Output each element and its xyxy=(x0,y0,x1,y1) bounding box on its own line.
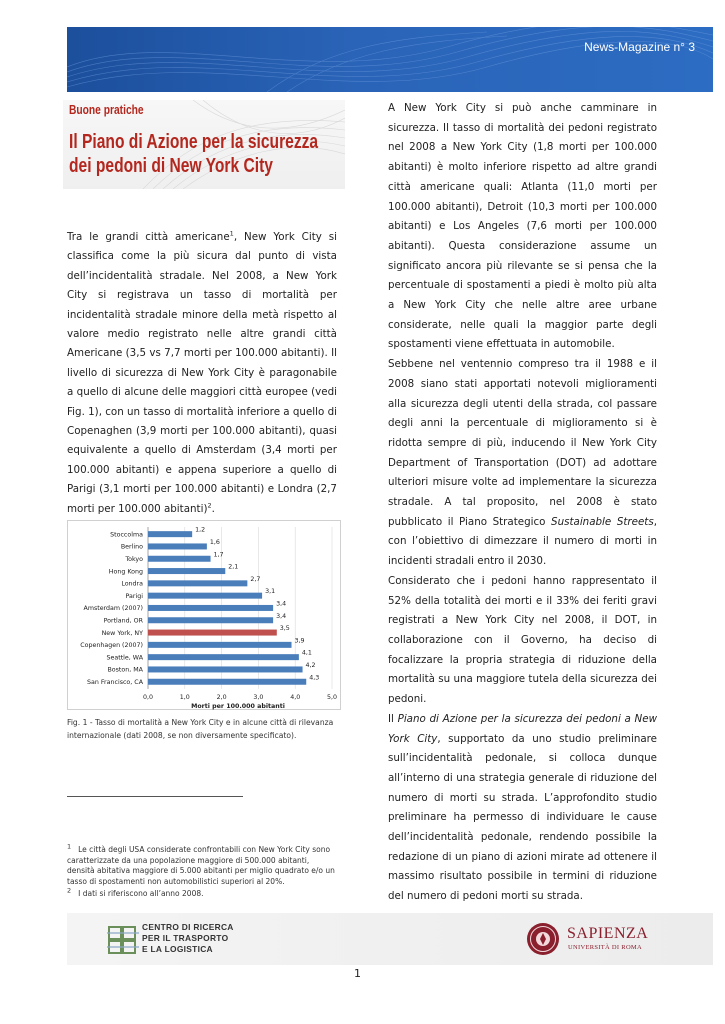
left-text-start: Tra le grandi città americane xyxy=(67,231,230,243)
chart-value-label: 1,7 xyxy=(213,551,224,559)
chart-category-label: Stoccolma xyxy=(110,531,143,539)
chart-x-tick-label: 5,0 xyxy=(326,693,338,701)
chart-value-label: 1,2 xyxy=(195,526,206,534)
chart-value-label: 4,2 xyxy=(305,661,316,669)
footnote-2-number: 2 xyxy=(67,886,72,895)
chart-bar xyxy=(148,568,225,574)
footnote-1-text: Le città degli USA considerate confrontabili con New York City sono caratterizzate da una popolazione maggiore di 500.000 abitanti, densità abitativa maggiore di 5.000 abitanti per miglio quadrato e/o un tasso di spostamenti non automobilistici superiori al 20%. xyxy=(67,845,335,886)
chart-x-axis-label: Morti per 100.000 abitanti xyxy=(191,702,285,710)
chart-value-label: 1,6 xyxy=(209,538,220,546)
right-p4-start: Il xyxy=(388,712,398,725)
chart-bar xyxy=(148,642,292,648)
page-number: 1 xyxy=(354,967,361,980)
right-paragraph-2 xyxy=(388,355,657,572)
chart-category-label: Hong Kong xyxy=(108,568,143,576)
chart-svg xyxy=(68,521,342,711)
sapienza-seal-icon xyxy=(525,921,561,957)
footnote-1 xyxy=(67,842,339,887)
chart-value-label: 2,1 xyxy=(228,563,239,571)
footnote-2-text: I dati si riferiscono all’anno 2008. xyxy=(78,889,204,898)
left-text-end: . xyxy=(211,502,215,515)
chart-category-label: Tokyo xyxy=(125,555,143,563)
article-title: Il Piano di Azione per la sicurezza dei pedoni di New York City xyxy=(69,131,319,177)
chart-x-tick-label: 0,0 xyxy=(142,693,154,701)
chart-category-label: Boston, MA xyxy=(107,666,143,674)
right-p2-end: , con l’obiettivo di dimezzare il numero di morti in incidenti stradali entro il 2030. xyxy=(388,515,657,568)
section-kicker: Buone pratiche xyxy=(69,103,144,117)
footer-band xyxy=(67,913,713,965)
right-p4-end: , supportato da uno studio preliminare sull’incidentalità pedonale, si colloca dunque all’interno di una strategia generale di riduzione del numero di morti su strada. L’approfondito studio preliminare ha permesso di individuare le cause dell’incidentalità pedonale, rendendo possibile la redazione di un piano di azioni mirate ad ottenere il massimo risultato possibile in termini di riduzione del numero di pedoni morti su strada. xyxy=(388,732,658,903)
chart-category-label: Portland, OR xyxy=(103,617,143,625)
chart-bar xyxy=(148,605,273,611)
chart-value-label: 3,9 xyxy=(294,637,305,645)
article-title-box xyxy=(63,100,345,189)
chart-bar xyxy=(148,630,277,636)
chart-x-tick-label: 2,0 xyxy=(216,693,227,701)
chart-category-label: Amsterdam (2007) xyxy=(83,605,143,613)
left-text-body: , New York City si classifica come la più sicura dal punto di vista dell’incidentalità stradale. Nel 2008, a New York City si registrava un tasso di mortalità per incidentalità stradale minore della metà rispetto al valore medio registrato nelle altre grandi città Americane (3,5 vs 7,7 morti per 100.000 abitanti). Il livello di sicurezza di New York City è paragonabile a quello di alcune delle maggiori città europee (vedi Fig. 1), con un tasso di mortalità inferiore a quello di Copenaghen (3,9 morti per 100.000 abitanti), quasi equivalente a quello di Amsterdam (3,4 morti per 100.000 abitanti) e appena superiore a quello di Parigi (3,1 morti per 100.000 abitanti) e Londra (2,7 morti per 100.000 abitanti) xyxy=(67,231,338,515)
chart-bar xyxy=(148,617,273,623)
ctl-name xyxy=(142,922,234,955)
action-plan-title: Piano di Azione per la sicurezza dei pedoni a New York City xyxy=(388,712,657,745)
right-paragraph-1: A New York City si può anche camminare in sicurezza. Il tasso di mortalità dei pedoni registrato nel 2008 a New York City (1,8 morti per 100.000 abitanti) è molto inferiore rispetto ad altre grandi città americane quali: Atlanta (11,0 morti per 100.000 abitanti), Detroit (10,3 morti per 100.000 abitanti) e Los Angeles (7,6 morti per 100.000 abitanti). Questa considerazione assume un significato ancora più rilevante se si pensa che la percentuale di spostamenti a piedi è molto più alta a New York City che nelle altre aree urbane considerate, nelle quali la maggior parte degli spostamenti viene effettuata in automobile. xyxy=(388,102,657,351)
footnote-divider xyxy=(67,796,243,797)
chart-value-label: 2,7 xyxy=(250,575,261,583)
chart-category-label: Parigi xyxy=(125,592,143,600)
footnote-ref-2[interactable]: 2 xyxy=(207,501,212,510)
chart-bar xyxy=(148,593,262,599)
chart-category-label: Copenhagen (2007) xyxy=(80,642,143,650)
chart-category-label: San Francisco, CA xyxy=(87,678,143,686)
ctl-line-2: PER IL TRASPORTO xyxy=(142,933,229,943)
footnotes xyxy=(67,842,339,902)
chart-value-label: 3,4 xyxy=(276,612,287,620)
chart-bar xyxy=(148,556,211,562)
sapienza-name: SAPIENZA xyxy=(567,925,649,942)
chart-value-label: 3,4 xyxy=(276,600,287,608)
chart-x-tick-label: 3,0 xyxy=(253,693,264,701)
chart-bar xyxy=(148,679,306,685)
footnote-ref-1[interactable]: 1 xyxy=(229,229,234,238)
right-paragraph-3: Considerato che i pedoni hanno rappresentato il 52% della totalità dei morti e il 33% dei feriti gravi registrati a New York City nel 2008, il DOT, in collaborazione con il Governo, ha deciso di focalizzare la propria strategia di riduzione della mortalità su una maggiore tutela della sicurezza dei pedoni. xyxy=(388,574,657,706)
footnote-2 xyxy=(67,886,339,900)
right-column xyxy=(388,99,657,907)
chart-bar xyxy=(148,654,299,660)
footnote-1-number: 1 xyxy=(67,842,72,851)
chart-value-label: 4,1 xyxy=(301,649,312,657)
chart-category-label: Berlino xyxy=(120,543,143,551)
right-paragraph-4 xyxy=(388,710,657,907)
sustainable-streets-title: Sustainable Streets xyxy=(551,515,654,528)
chart-x-tick-label: 4,0 xyxy=(290,693,301,701)
figure-caption: Fig. 1 - Tasso di mortalità a New York City e in alcune città di rilevanza internazionale (dati 2008, se non diversamente specificato). xyxy=(67,718,334,740)
magazine-issue-title: News-Magazine n° 3 xyxy=(584,40,695,54)
ctl-line-3: E LA LOGISTICA xyxy=(142,944,213,954)
chart-value-label: 3,1 xyxy=(265,588,276,596)
chart-category-label: Londra xyxy=(121,580,143,588)
right-p2-start: Sebbene nel ventennio compreso tra il 1988 e il 2008 siano stati apportati notevoli miglioramenti alla sicurezza degli utenti della strada, col passare degli anni la percentuale di miglioramento si è ridotta sempre di più, inducendo il New York City Department of Transportation (DOT) ad adottare ulteriori misure volte ad implementare la sicurezza stradale. A tal proposito, nel 2008 è stato pubblicato il Piano Strategico xyxy=(388,358,657,528)
chart-bar xyxy=(148,531,192,537)
chart-x-tick-label: 1,0 xyxy=(179,693,190,701)
chart-category-label: New York, NY xyxy=(101,629,143,637)
mortality-bar-chart xyxy=(67,520,341,710)
chart-value-label: 4,3 xyxy=(309,674,320,682)
left-column-paragraph xyxy=(67,228,337,519)
ctl-line-1: CENTRO DI RICERCA xyxy=(142,922,234,932)
sapienza-subtitle: UNIVERSITÀ DI ROMA xyxy=(568,944,643,951)
chart-category-label: Seattle, WA xyxy=(106,654,143,662)
chart-value-label: 3,5 xyxy=(279,625,290,633)
header-band xyxy=(67,27,713,92)
chart-bar xyxy=(148,666,303,672)
chart-bar xyxy=(148,580,247,586)
header-wave-decoration xyxy=(67,27,713,92)
chart-bar xyxy=(148,543,207,549)
